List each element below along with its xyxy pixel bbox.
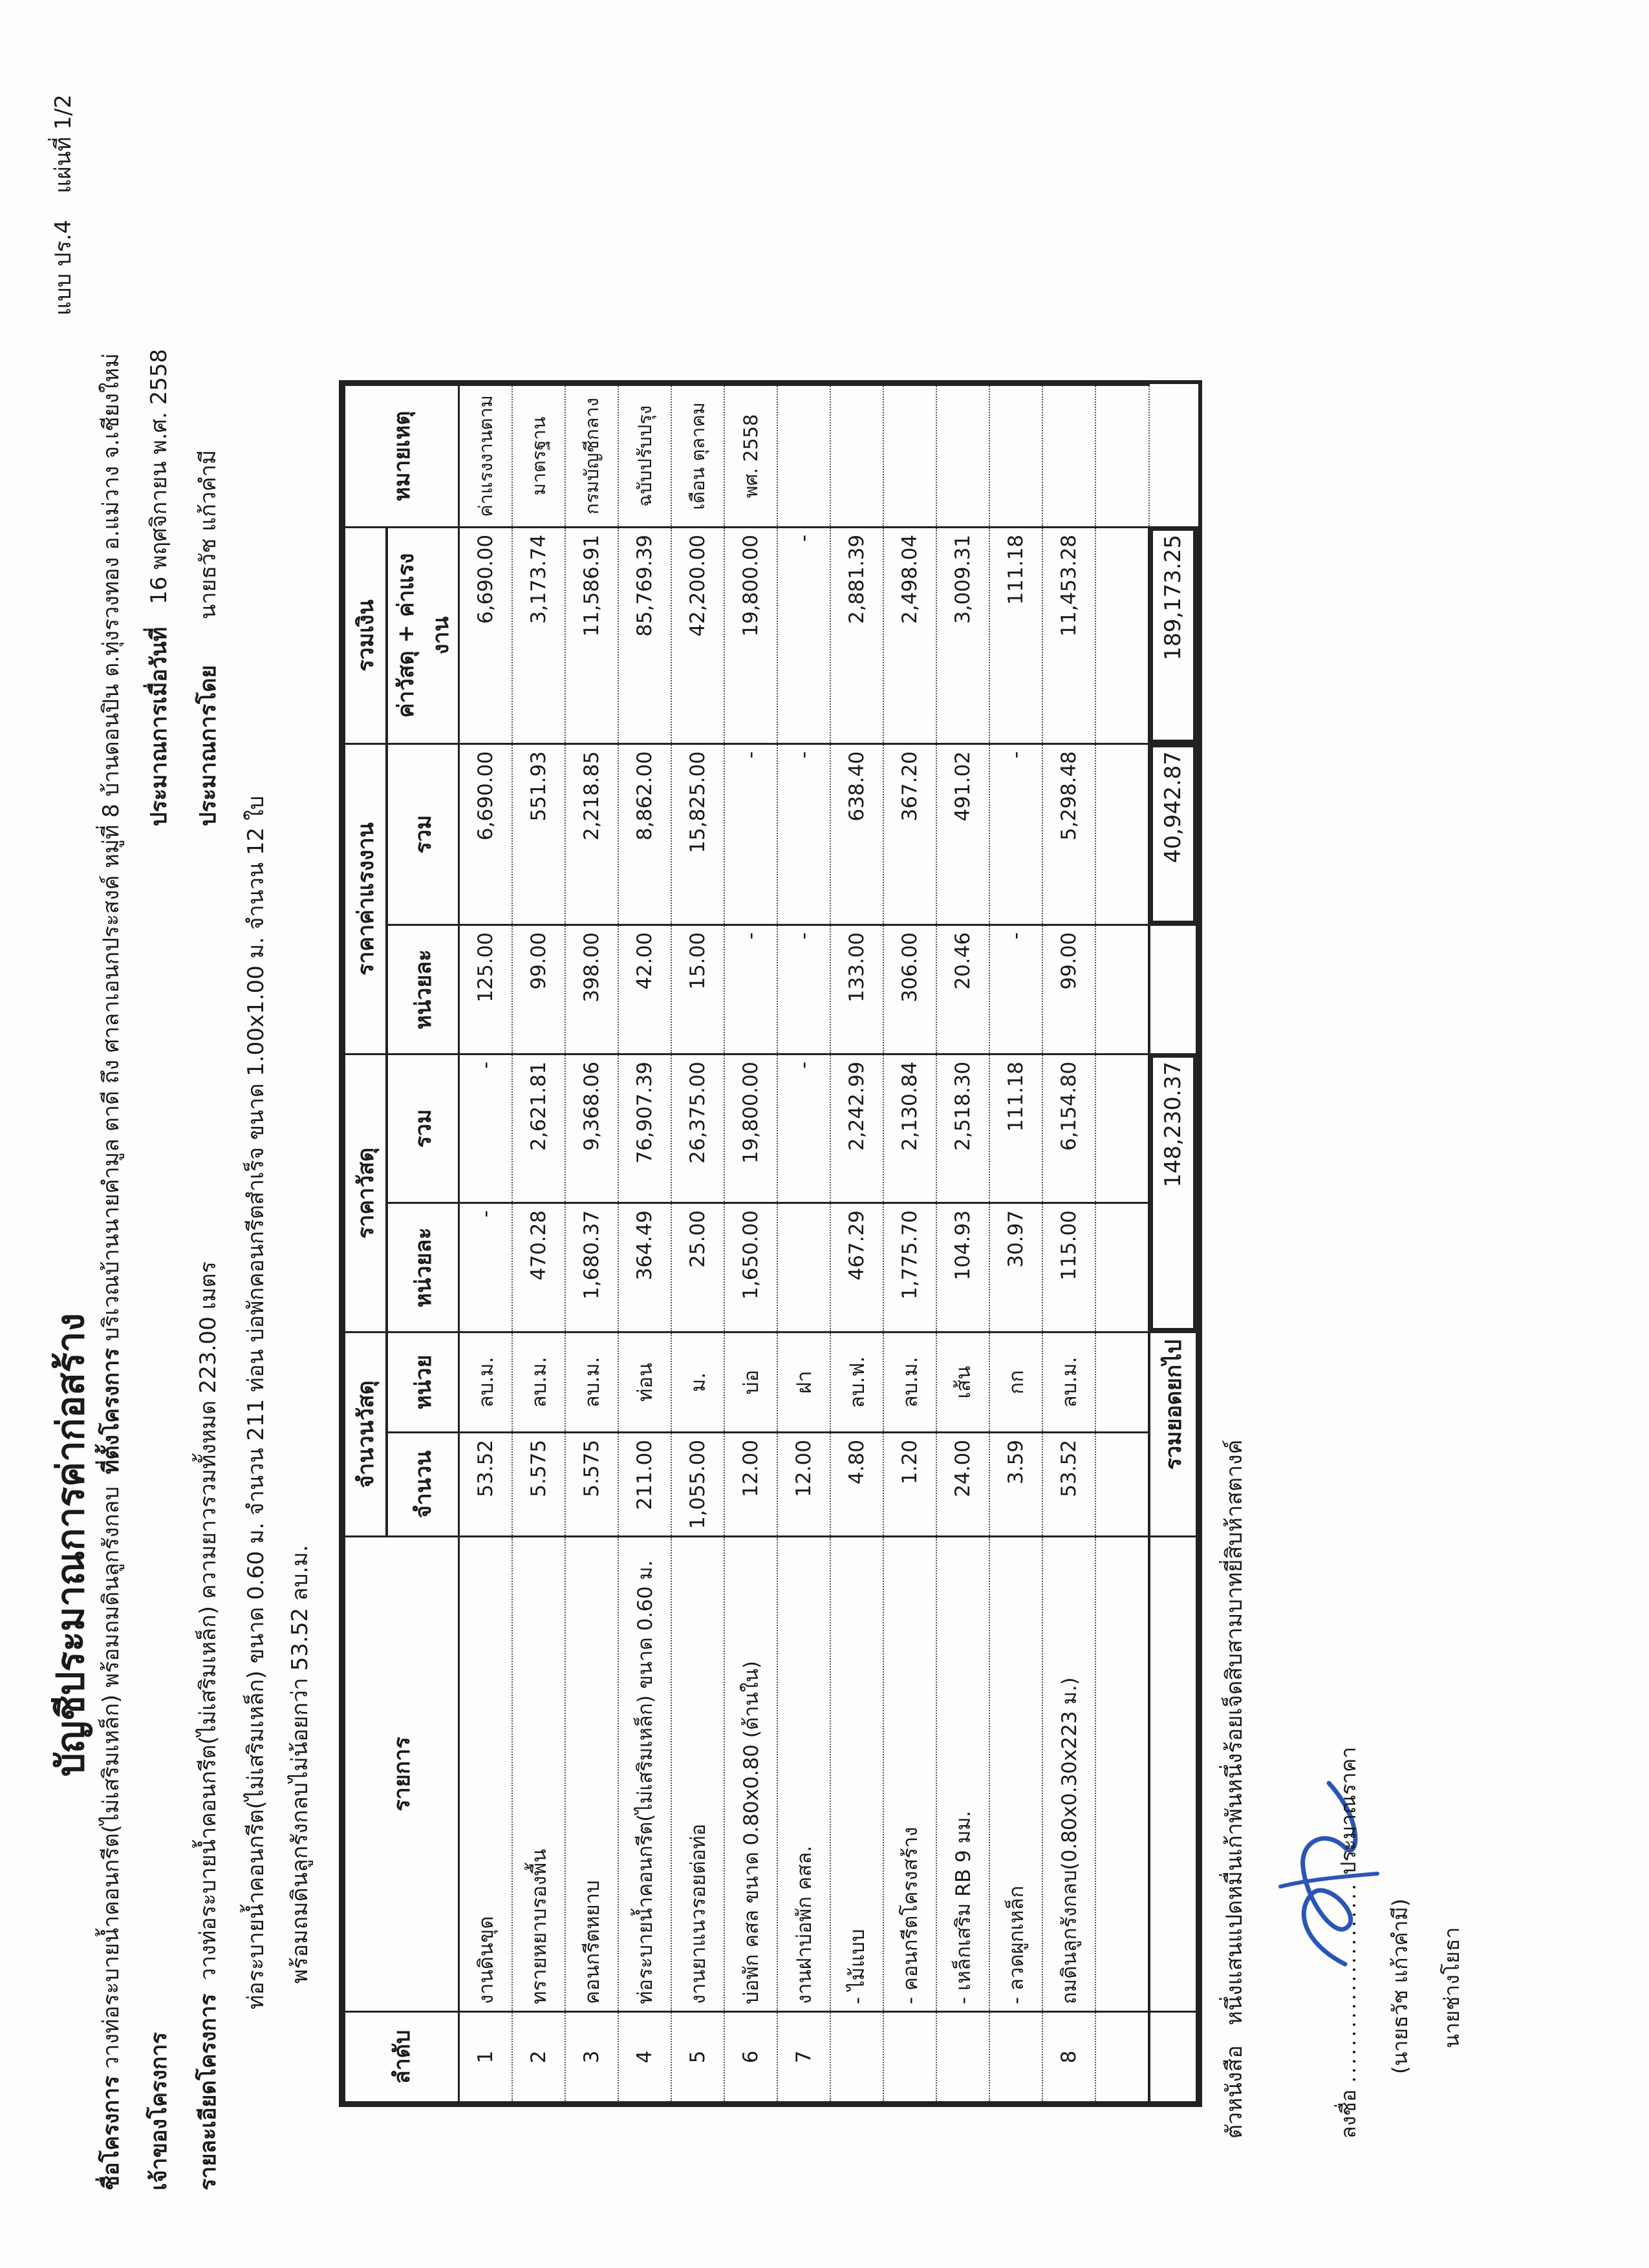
row-sum: 3,173.74	[512, 527, 565, 744]
header-material-group: ราคาวัสดุ	[344, 1054, 387, 1332]
page-title: บัญชีประมาณการค่าก่อสร้าง	[48, 1313, 92, 1777]
row-item: ท่อระบายน้ำคอนกรีต(ไม่เสริมเหล็ก) ขนาด 0.60 ม.	[618, 1537, 671, 2012]
header-item: รายการ	[344, 1537, 459, 2012]
table-row	[936, 385, 989, 2102]
carry-forward-row	[1149, 385, 1197, 2102]
row-no	[830, 2012, 883, 2102]
row-item: งานดินขุด	[459, 1537, 513, 2012]
row-qty: 3.59	[989, 1432, 1042, 1536]
row-unit: ลบ.ม.	[883, 1332, 936, 1432]
signature-label: ลงชื่อ	[1336, 2089, 1361, 2139]
row-labor-unit-price: 398.00	[565, 925, 618, 1054]
row-labor-total: 367.20	[883, 744, 936, 925]
row-unit: ฝา	[777, 1332, 830, 1432]
table-row	[724, 385, 777, 2102]
row-labor-total: 5,298.48	[1042, 744, 1095, 925]
row-qty: 53.52	[1042, 1432, 1095, 1536]
row-unit: ลบ.ม.	[512, 1332, 565, 1432]
estimate-table	[343, 384, 1198, 2103]
table-row	[565, 385, 618, 2102]
row-labor-unit-price: -	[724, 925, 777, 1054]
row-material-total: 19,800.00	[724, 1054, 777, 1203]
row-note	[883, 385, 936, 527]
header-material-total: รวม	[387, 1054, 459, 1203]
header-sum-group: รวมเงิน	[344, 527, 387, 744]
row-material-unit-price: -	[459, 1203, 513, 1332]
table-row	[830, 385, 883, 2102]
row-note: ฉบับปรับปรุง	[618, 385, 671, 527]
project-name: วางท่อระบายน้ำคอนกรีต(ไม่เสริมเหล็ก) พร้อมถมดินลูกรังกลบ	[98, 1486, 124, 2069]
row-note: พศ. 2558	[724, 385, 777, 527]
row-labor-unit-price: 20.46	[936, 925, 989, 1054]
amount-in-words-line	[1219, 1440, 1250, 2139]
row-sum: 3,009.31	[936, 527, 989, 744]
row-no: 7	[777, 2012, 830, 2102]
project-detail-3: พร้อมถมดินลูกรังกลบไม่น้อยกว่า 53.52 ลบ.ม.	[287, 1545, 313, 1984]
signature-dots: ......................	[1336, 1881, 1361, 2083]
row-labor-total: 15,825.00	[671, 744, 724, 925]
table-row	[989, 385, 1042, 2102]
row-note	[1042, 385, 1095, 527]
row-material-unit-price: 470.28	[512, 1203, 565, 1332]
row-qty: 12.00	[724, 1432, 777, 1536]
row-labor-unit-price: 42.00	[618, 925, 671, 1054]
estimate-date-line	[144, 349, 175, 826]
header-unit: หน่วย	[387, 1332, 459, 1432]
carry-forward-label: รวมยอดยกไป	[1149, 1332, 1197, 1536]
row-material-unit-price: 1,650.00	[724, 1203, 777, 1332]
signer-position: นายช่างโยธา	[1439, 1927, 1464, 2048]
row-note	[830, 385, 883, 527]
row-material-unit-price: 364.49	[618, 1203, 671, 1332]
row-unit: ลบ.ม.	[1042, 1332, 1095, 1432]
row-sum: 42,200.00	[671, 527, 724, 744]
carry-labor-total: 40,942.87	[1149, 744, 1197, 925]
row-no	[883, 2012, 936, 2102]
row-sum: 11,453.28	[1042, 527, 1095, 744]
row-sum: 85,769.39	[618, 527, 671, 744]
header-material-unit-price: หน่วยละ	[387, 1203, 459, 1332]
row-item: คอนกรีตหยาบ	[565, 1537, 618, 2012]
header-sum-sub: ค่าวัสดุ + ค่าแรงงาน	[387, 527, 459, 744]
row-sum: 2,498.04	[883, 527, 936, 744]
row-labor-total: 638.40	[830, 744, 883, 925]
carry-material-total: 148,230.37	[1149, 1054, 1197, 1332]
row-item: - เหล็กเสริม RB 9 มม.	[936, 1537, 989, 2012]
row-sum: 6,690.00	[459, 527, 513, 744]
row-material-total: 2,130.84	[883, 1054, 936, 1203]
row-material-unit-price: 1,680.37	[565, 1203, 618, 1332]
row-qty: 4.80	[830, 1432, 883, 1536]
table-row	[459, 385, 513, 2102]
row-qty: 5.575	[512, 1432, 565, 1536]
form-code: แบบ ปร.4	[50, 219, 76, 316]
header-qty-group: จำนวนวัสดุ	[344, 1332, 387, 1536]
row-unit: ม.	[671, 1332, 724, 1432]
signature-mark-icon	[1267, 1757, 1390, 1990]
sheet-number: แผ่นที่ 1/2	[50, 94, 76, 194]
form-reference	[45, 94, 80, 316]
row-material-total: 9,368.06	[565, 1054, 618, 1203]
row-material-total: 76,907.39	[618, 1054, 671, 1203]
row-item: บ่อพัก คสล ขนาด 0.80x0.80 (ด้านใน)	[724, 1537, 777, 2012]
row-unit: ลบ.ฟ.	[830, 1332, 883, 1432]
row-no: 5	[671, 2012, 724, 2102]
row-material-total: 2,518.30	[936, 1054, 989, 1203]
row-labor-total: 8,862.00	[618, 744, 671, 925]
row-labor-unit-price: 125.00	[459, 925, 513, 1054]
row-material-total: 6,154.80	[1042, 1054, 1095, 1203]
row-labor-total: -	[989, 744, 1042, 925]
table-row-blank	[1095, 385, 1149, 2102]
estimator-name: นายธวัช แก้วคำมี	[195, 450, 221, 619]
project-name-label: ชื่อโครงการ	[98, 2075, 124, 2190]
signature-role: ประมาณราคา	[1336, 1746, 1361, 1875]
row-qty: 24.00	[936, 1432, 989, 1536]
row-item: - ไม้แบบ	[830, 1537, 883, 2012]
row-labor-total: 551.93	[512, 744, 565, 925]
amount-in-words: หนึ่งแสนแปดหมื่นเก้าพันหนึ่งร้อยเจ็ดสิบสามบาทยี่สิบห้าสตางค์	[1222, 1439, 1247, 2026]
row-no	[989, 2012, 1042, 2102]
row-sum: 19,800.00	[724, 527, 777, 744]
row-unit: ลบ.ม.	[459, 1332, 513, 1432]
carry-grand-total: 189,173.25	[1149, 527, 1197, 744]
row-qty: 211.00	[618, 1432, 671, 1536]
project-detail-label: รายละเอียดโครงการ	[195, 1993, 221, 2190]
row-sum: 2,881.39	[830, 527, 883, 744]
row-material-unit-price: 25.00	[671, 1203, 724, 1332]
row-unit: ท่อน	[618, 1332, 671, 1432]
row-no: 6	[724, 2012, 777, 2102]
row-item: งานยาแนวรอยต่อท่อ	[671, 1537, 724, 2012]
row-note	[777, 385, 830, 527]
row-material-unit-price: 115.00	[1042, 1203, 1095, 1332]
row-labor-unit-price: 133.00	[830, 925, 883, 1054]
row-note: มาตรฐาน	[512, 385, 565, 527]
row-item: - ลวดผูกเหล็ก	[989, 1537, 1042, 2012]
row-unit: เส้น	[936, 1332, 989, 1432]
row-no: 3	[565, 2012, 618, 2102]
row-qty: 12.00	[777, 1432, 830, 1536]
row-item: ถมดินลูกรังกลบ(0.80x0.30x223 ม.)	[1042, 1537, 1095, 2012]
row-labor-unit-price: 15.00	[671, 925, 724, 1054]
project-location-label: ที่ตั้งโครงการ	[98, 1348, 124, 1475]
row-no	[936, 2012, 989, 2102]
row-item: ทรายหยาบรองพื้น	[512, 1537, 565, 2012]
estimate-date: 16 พฤศจิกายน พ.ศ. 2558	[146, 348, 172, 604]
row-sum: -	[777, 527, 830, 744]
table-header-row-1	[344, 385, 387, 2102]
row-material-total: 2,242.99	[830, 1054, 883, 1203]
row-qty: 1,055.00	[671, 1432, 724, 1536]
row-sum: 111.18	[989, 527, 1042, 744]
row-unit: ลบ.ม.	[565, 1332, 618, 1432]
header-labor-unit-price: หน่วยละ	[387, 925, 459, 1054]
header-labor-total: รวม	[387, 744, 459, 925]
project-owner-label: เจ้าของโครงการ	[146, 2032, 172, 2190]
row-labor-total: 491.02	[936, 744, 989, 925]
project-location: บริเวณบ้านนายคำมูล ตาดี ถึง ศาลาเอนกประสงค์ หมู่ที่ 8 บ้านดอนปิน ต.ทุ่งรวงทอง อ.แม่วาง จ.เชียงใหม่	[98, 353, 124, 1342]
row-labor-total: -	[777, 744, 830, 925]
row-material-unit-price: 1,775.70	[883, 1203, 936, 1332]
row-no: 4	[618, 2012, 671, 2102]
header-no: ลำดับ	[344, 2012, 459, 2102]
header-qty: จำนวน	[387, 1432, 459, 1536]
row-labor-total: -	[724, 744, 777, 925]
row-item: - คอนกรีตโครงสร้าง	[883, 1537, 936, 2012]
row-material-total: 2,621.81	[512, 1054, 565, 1203]
row-qty: 5.575	[565, 1432, 618, 1536]
project-owner-line	[144, 2032, 175, 2190]
table-row	[1042, 385, 1095, 2102]
project-name-line	[96, 353, 127, 2190]
row-note: กรมบัญชีกลาง	[565, 385, 618, 527]
estimate-date-label: ประมาณการเมื่อวันที่	[146, 626, 172, 826]
row-note	[936, 385, 989, 527]
row-material-total: -	[459, 1054, 513, 1203]
project-detail-2: ท่อระบายน้ำคอนกรีต(ไม่เสริมเหล็ก) ขนาด 0.60 ม. จำนวน 211 ท่อน บ่อพักคอนกรีตสำเร็จ ขนาด 1.00x1.00 ม. จำนวน 12 ใบ	[243, 795, 269, 2009]
row-material-total: -	[777, 1054, 830, 1203]
row-unit: บ่อ	[724, 1332, 777, 1432]
signature-line	[1332, 1747, 1365, 2139]
amount-in-words-label: ตัวหนังสือ	[1222, 2045, 1247, 2139]
row-qty: 1.20	[883, 1432, 936, 1536]
row-material-total: 111.18	[989, 1054, 1042, 1203]
project-detail-line	[193, 1261, 224, 2190]
table-row	[883, 385, 936, 2102]
row-labor-unit-price: 99.00	[512, 925, 565, 1054]
row-labor-total: 2,218.85	[565, 744, 618, 925]
row-note: เดือน ตุลาคม	[671, 385, 724, 527]
row-labor-unit-price: 306.00	[883, 925, 936, 1054]
estimator-label: ประมาณการโดย	[195, 665, 221, 826]
project-detail-1: วางท่อระบายน้ำคอนกรีต(ไม่เสริมเหล็ก) ความยาวรวมทั้งหมด 223.00 เมตร	[195, 1261, 221, 1980]
row-note: ค่าแรงงานตาม	[459, 385, 513, 527]
row-material-total: 26,375.00	[671, 1054, 724, 1203]
row-material-unit-price: 467.29	[830, 1203, 883, 1332]
table-row	[777, 385, 830, 2102]
row-material-unit-price	[777, 1203, 830, 1332]
table-row	[512, 385, 565, 2102]
signer-name: (นายธวัช แก้วคำมี)	[1388, 1898, 1412, 2074]
row-labor-unit-price: 99.00	[1042, 925, 1095, 1054]
row-no: 1	[459, 2012, 513, 2102]
row-material-unit-price: 104.93	[936, 1203, 989, 1332]
row-labor-unit-price: -	[989, 925, 1042, 1054]
row-no: 8	[1042, 2012, 1095, 2102]
table-row	[671, 385, 724, 2102]
row-labor-total: 6,690.00	[459, 744, 513, 925]
row-note	[989, 385, 1042, 527]
row-qty: 53.52	[459, 1432, 513, 1536]
table-row	[618, 385, 671, 2102]
row-sum: 11,586.91	[565, 527, 618, 744]
row-labor-unit-price: -	[777, 925, 830, 1054]
estimator-line	[193, 450, 224, 826]
row-unit: กก	[989, 1332, 1042, 1432]
row-no: 2	[512, 2012, 565, 2102]
header-note: หมายเหตุ	[344, 385, 459, 527]
header-labor-group: ราคาค่าแรงงาน	[344, 744, 387, 1054]
row-material-unit-price: 30.97	[989, 1203, 1042, 1332]
row-item: งานฝาบ่อพัก คสล.	[777, 1537, 830, 2012]
